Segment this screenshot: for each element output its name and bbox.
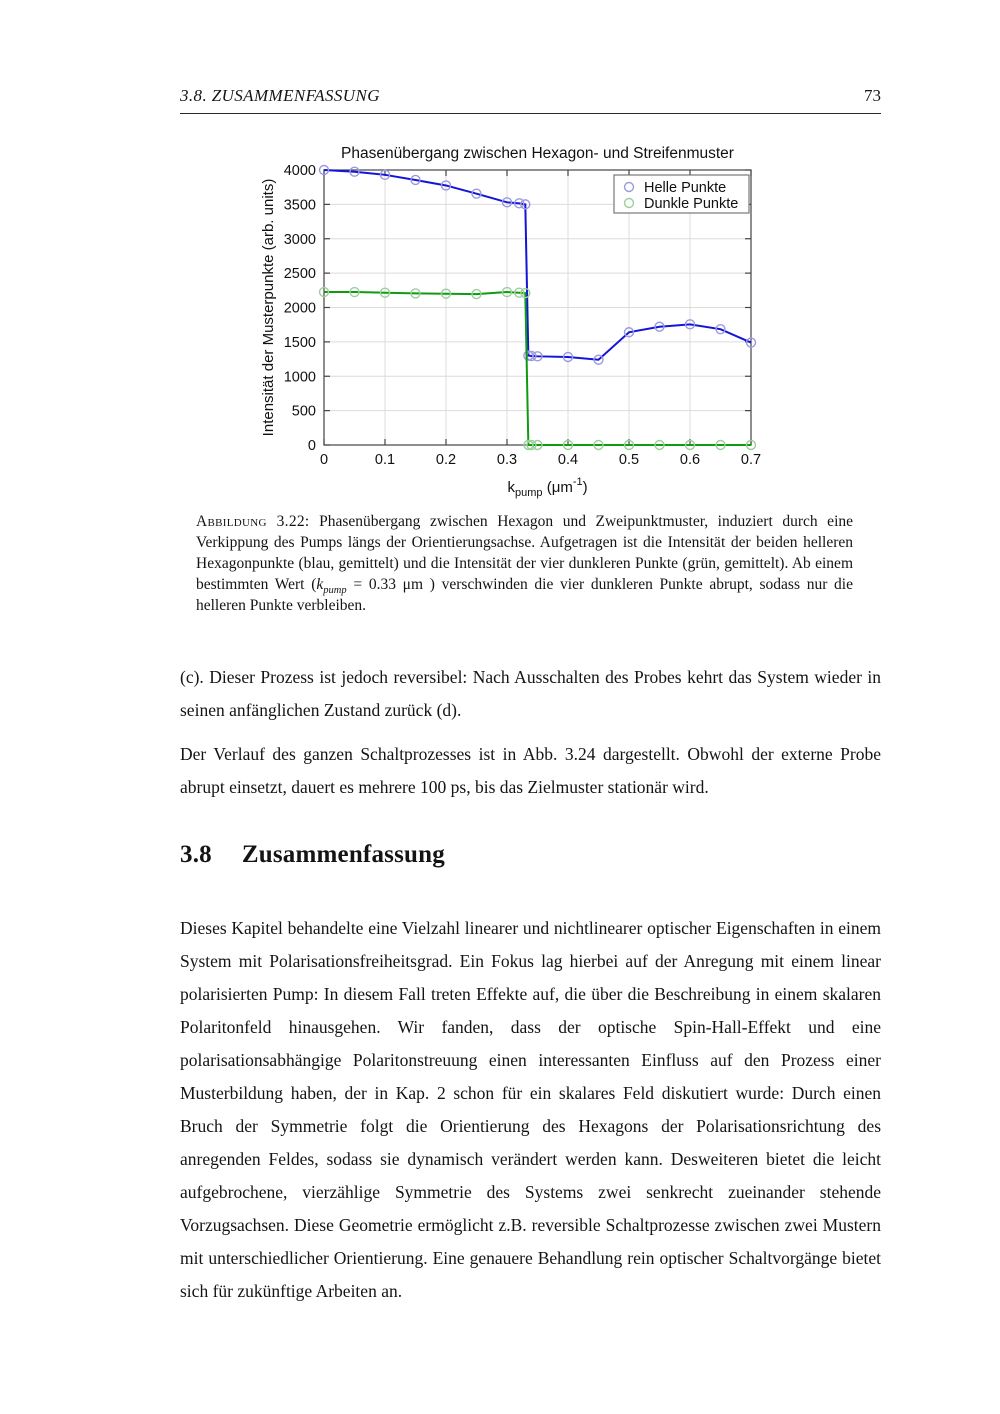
x-axis-label: $k_{pump}$ $(\mu m^{-1})$ <box>507 476 588 499</box>
svg-text:0.7: 0.7 <box>740 452 762 468</box>
paragraph-summary: Dieses Kapitel behandelte eine Vielzahl linearer und nichtlinearer optischer Eigenschaften in einem System mit Polarisationsfreiheitsgrad. Ein Fokus lag hierbei auf der Anregung mit einem linear polarisierten Pump: In diesem Fall treten Effekte auf, die über die Beschreibung in einem skalaren Polaritonfeld hinausgehen. Wir fanden, dass der optische Spin-Hall-Effekt und eine polarisationsabhängige Polaritonstreuung einen interessanten Einfluss auf den Prozess einer Musterbildung haben, der in Kap. 2 schon für ein skalares Feld diskutiert wurde: Durch einen Bruch der Symmetrie folgt die Orientierung des Hexagons der Polarisationsrichtung des anregenden Feldes, sodass sie dynamisch verändert werden kann. Desweiteren bietet die leicht aufgebrochene, vierzählige Symmetrie des Systems zwei senkrecht zueinander stehende Vorzugsachsen. Diese Geometrie ermöglicht z.B. reversible Schaltprozesse zwischen zwei Mustern mit unterschiedlicher Orientierung. Eine genauere Behandlung rein optischer Schaltvorgänge bietet sich für zukünftige Arbeiten an. <box>180 918 881 1301</box>
paragraph-verlauf: Der Verlauf des ganzen Schaltprozesses ist in Abb. 3.24 dargestellt. Obwohl der externe Probe abrupt einsetzt, dauert es mehrere 100 ps, bis das Zielmuster stationär wird. <box>180 744 881 797</box>
chart-legend <box>614 175 749 213</box>
svg-text:Helle Punkte: Helle Punkte <box>644 180 727 196</box>
page-number: 73 <box>864 86 881 105</box>
section-heading <box>180 841 445 869</box>
svg-text:0.3: 0.3 <box>496 452 518 468</box>
running-header <box>180 86 881 114</box>
figure-caption-math-sub: pump <box>323 585 347 597</box>
figure-caption-math-var: k <box>316 576 324 593</box>
svg-text:0: 0 <box>319 452 329 468</box>
svg-text:4000: 4000 <box>283 163 316 179</box>
figure-3-22 <box>253 140 828 512</box>
svg-text:0.2: 0.2 <box>435 452 457 468</box>
figure-caption-label: Abbildung 3.22: <box>196 513 310 530</box>
svg-text:0: 0 <box>307 438 316 454</box>
section-title: Zusammenfassung <box>241 841 445 868</box>
svg-text:0.4: 0.4 <box>557 452 579 468</box>
svg-text:0.6: 0.6 <box>679 452 701 468</box>
figure-caption-text-1: Phasenübergang zwischen Hexagon und Zweipunktmuster, induziert durch eine Verkippung des Pumps längs der Orientierungsachse. Aufgetragen ist die Intensität der beiden helleren Hexagonpunkte (blau, gemittelt) und die Intensität der vier dunkleren Punkte (grün, gemittelt). Ab einem bestimmten Wert ( <box>196 513 853 593</box>
figure-caption <box>196 511 853 616</box>
section-number: 3.8 <box>180 841 212 868</box>
running-header-title: 3.8. ZUSAMMENFASSUNG <box>180 86 380 105</box>
svg-text:1500: 1500 <box>283 334 316 351</box>
svg-text:3000: 3000 <box>283 231 316 248</box>
figure-caption-text-2: = 0.33 μm ) verschwinden die vier dunkleren Punkte abrupt, sodass nur die helleren Punkte verbleiben. <box>196 576 853 614</box>
svg-text:3500: 3500 <box>283 197 316 214</box>
svg-text:0.5: 0.5 <box>618 452 640 468</box>
svg-text:Dunkle Punkte: Dunkle Punkte <box>644 196 739 212</box>
chart-title: Phasenübergang zwischen Hexagon- und Streifenmuster <box>341 145 734 162</box>
y-axis-label: Intensität der Musterpunkte (arb. units) <box>260 178 277 437</box>
svg-text:0.1: 0.1 <box>374 452 396 468</box>
phase-transition-chart <box>253 140 828 512</box>
svg-text:2000: 2000 <box>283 300 316 317</box>
paragraph-reversibel: (c). Dieser Prozess ist jedoch reversibel: Nach Ausschalten des Probes kehrt das System wieder in seinen anfänglichen Zustand zurück (d). <box>180 667 881 720</box>
svg-text:1000: 1000 <box>283 369 316 386</box>
x-tick-labels <box>320 452 761 468</box>
y-tick-labels <box>284 163 316 454</box>
svg-text:2500: 2500 <box>283 266 316 283</box>
svg-text:500: 500 <box>291 403 316 420</box>
